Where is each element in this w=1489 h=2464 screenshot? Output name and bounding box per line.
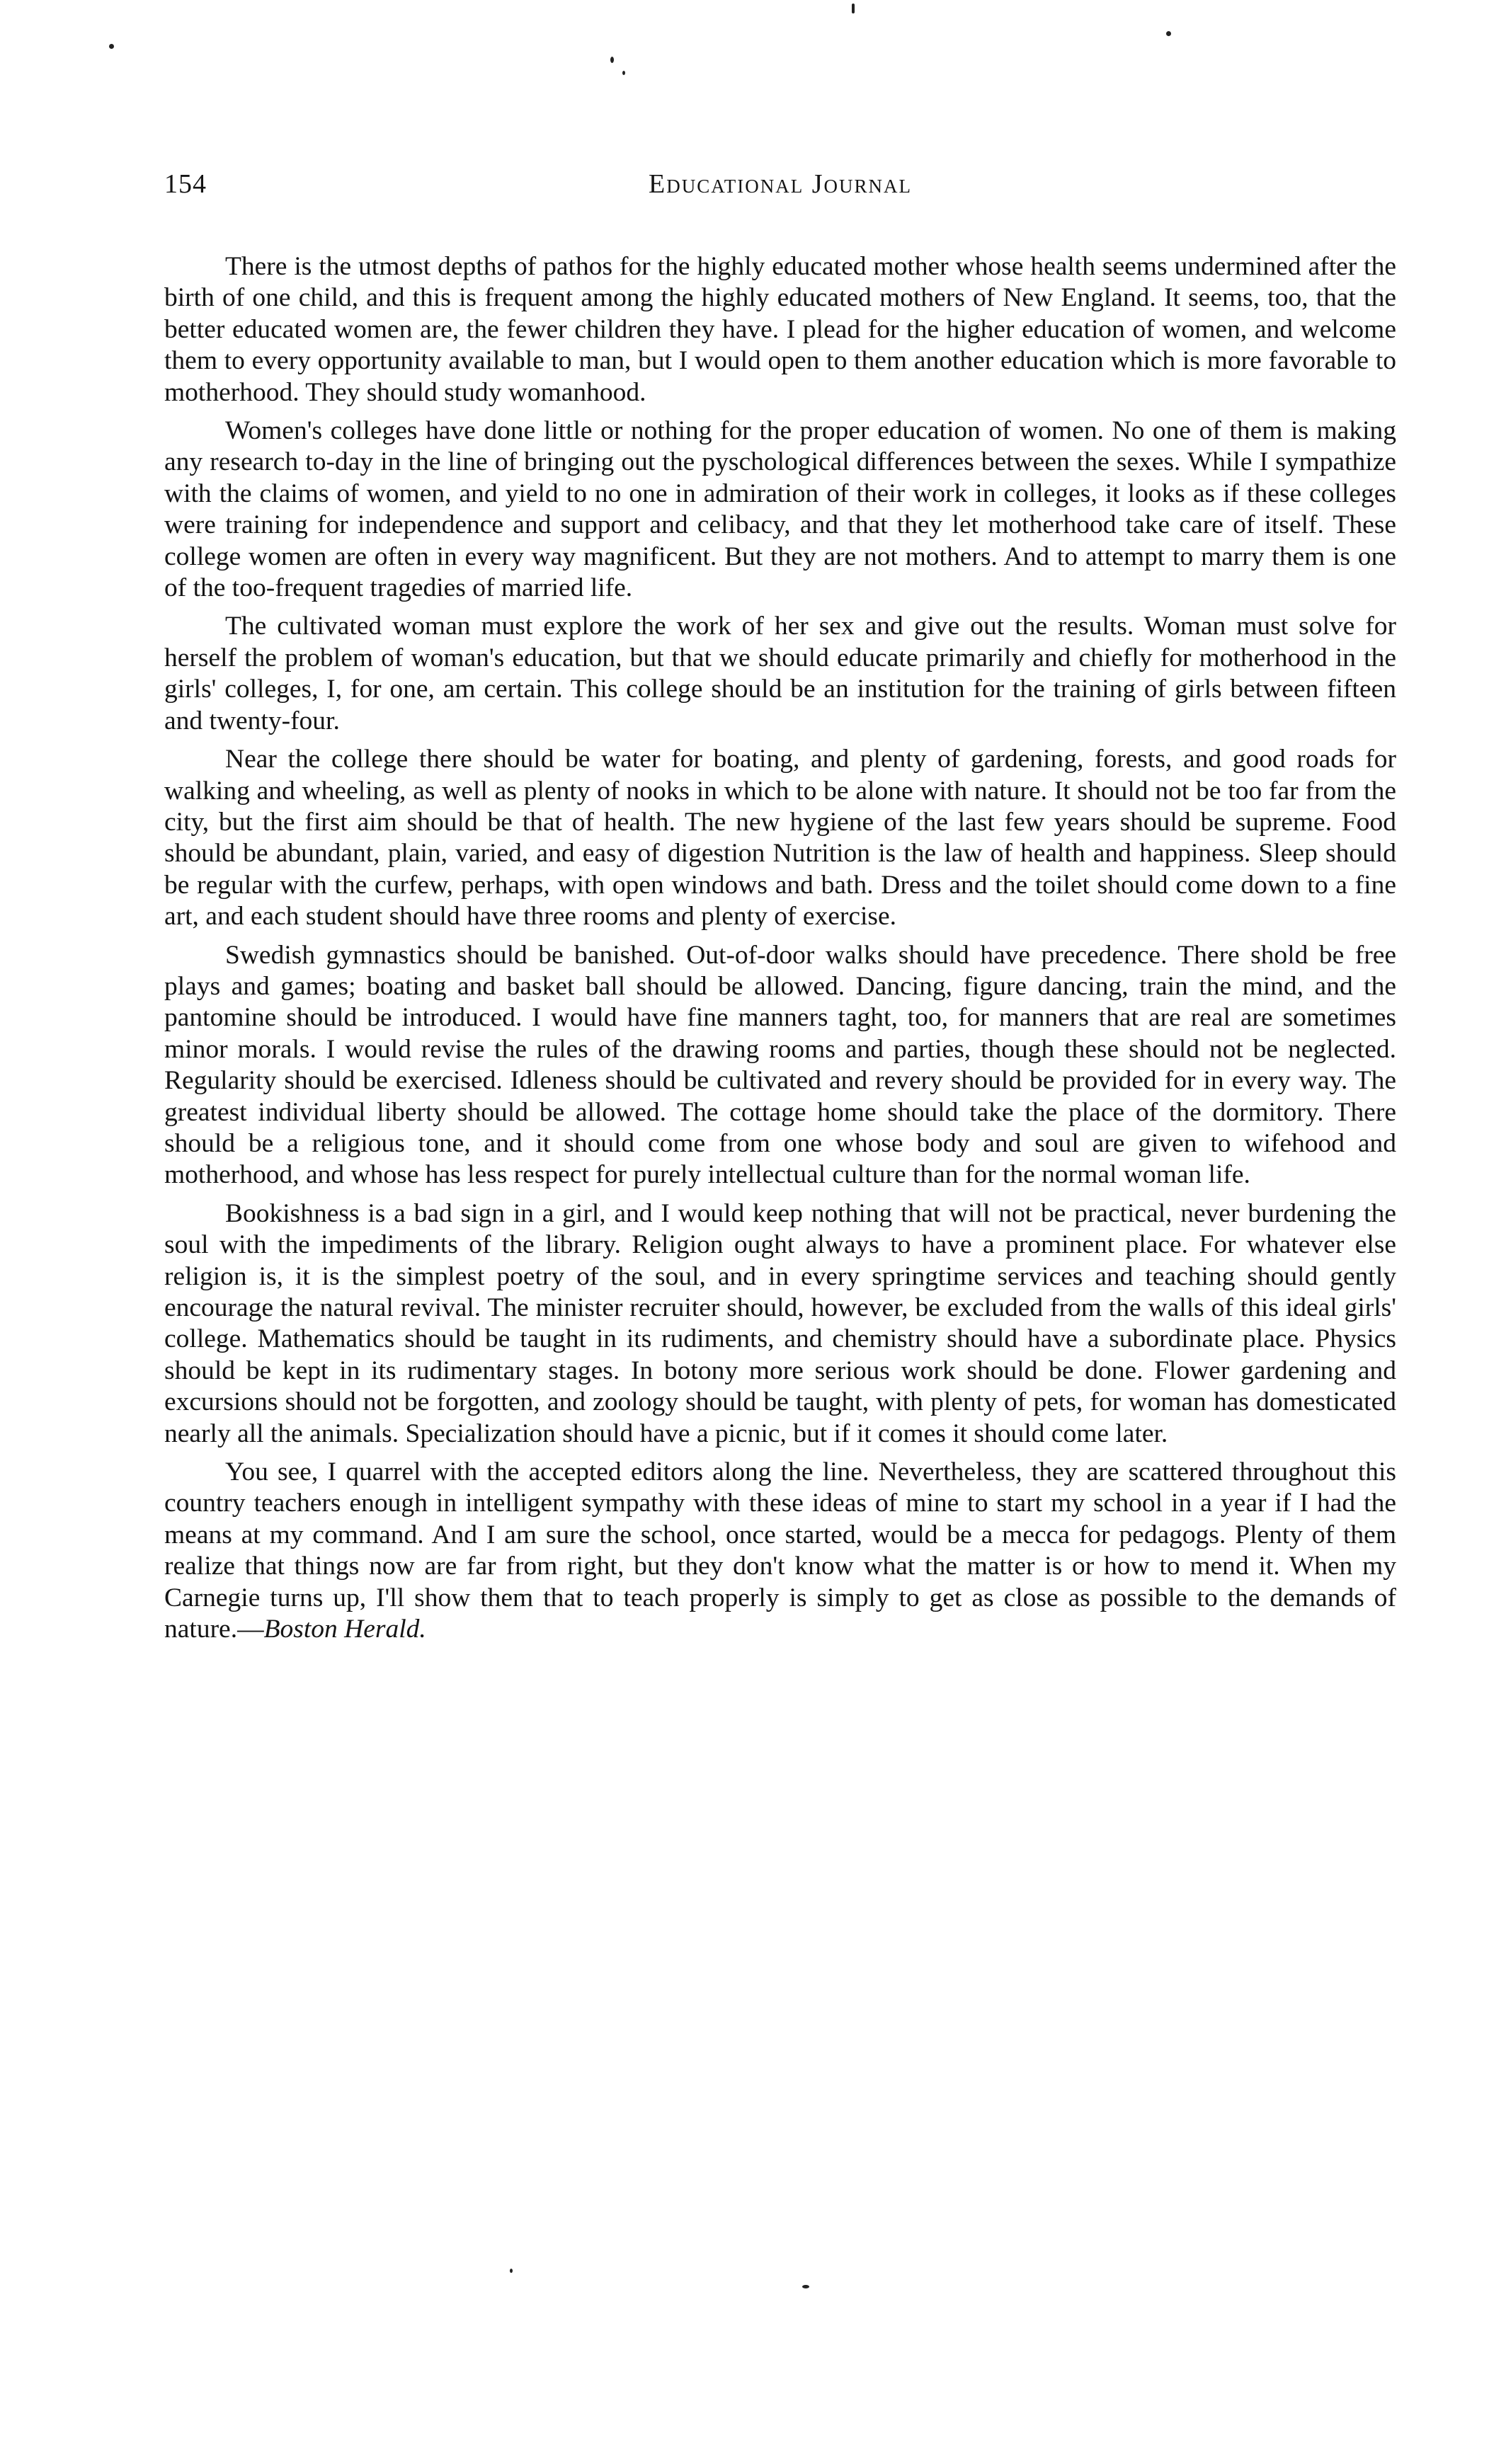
- paragraph: Women's colleges have done little or nothing for the proper education of women. No one of them is making any research to-day in the line of bringing out the pyschological differences between the sexes. While I sympathize with the claims of women, and yield to no one in admiration of their work in colleges, it looks as if these colleges were training for independence and support and celibacy, and that they let motherhood take care of itself. These college women are often in every way magnificent. But they are not mothers. And to attempt to marry them is one of the too-frequent tragedies of married life.: [164, 416, 1396, 603]
- ink-speck: [622, 71, 625, 75]
- ink-speck: [510, 2269, 513, 2273]
- paragraph: Swedish gymnastics should be banished. Out-of-door walks should have precedence. There shold be free plays and games; boating and basket ball should be allowed. Dancing, figure dancing, train the mind, and the pantomine should be introduced. I would have fine manners taght, too, for manners that are real are sometimes minor morals. I would revise the rules of the drawing rooms and parties, though these should not be neglected. Regularity should be exercised. Idleness should be cultivated and revery should be provided for in every way. The greatest individual liberty should be allowed. The cottage home should take the place of the dormitory. There should be a religious tone, and it should come from one whose body and soul are given to wifehood and motherhood, and whose has less respect for purely intellectual culture than for the normal woman life.: [164, 940, 1396, 1190]
- final-paragraph: [164, 1457, 1396, 1645]
- paragraph: Bookishness is a bad sign in a girl, and I would keep nothing that will not be practical, never burdening the soul with the impediments of the library. Religion ought always to have a prominent place. For whatever else religion is, it is the simplest poetry of the soul, and in every springtime services and teaching should gently encourage the natural revival. The minister recruiter should, however, be excluded from the walls of this ideal girls' college. Mathematics should be taught in its rudiments, and chemistry should have a subordinate place. Physics should be kept in its rudimentary stages. In botony more serious work should be done. Flower gardening and excursions should not be forgotten, and zoology should be taught, with plenty of pets, for woman has domesticated nearly all the animals. Specialization should have a picnic, but if it comes it should come later.: [164, 1198, 1396, 1448]
- page-header: [164, 166, 1396, 209]
- ink-speck: [1166, 31, 1171, 36]
- paragraph: The cultivated woman must explore the work of her sex and give out the results. Woman must solve for herself the problem of woman's education, but that we should educate primarily and chiefly for motherhood in the girls' colleges, I, for one, am certain. This college should be an institution for the training of girls between fifteen and twenty-four.: [164, 612, 1396, 735]
- ink-speck: [852, 4, 855, 13]
- running-head: Educational Journal: [649, 169, 912, 199]
- ink-speck: [610, 57, 614, 63]
- paragraph: Near the college there should be water for boating, and plenty of gardening, forests, and good roads for walking and wheeling, as well as plenty of nooks in which to be alone with nature. It should not be too far from the city, but the first aim should be that of health. The new hygiene of the last few years should be supreme. Food should be abundant, plain, varied, and easy of digestion Nutrition is the law of health and happiness. Sleep should be regular with the curfew, perhaps, with open windows and bath. Dress and the toilet should come down to a fine art, and each student should have three rooms and plenty of exercise.: [164, 745, 1396, 932]
- page-number: 154: [164, 169, 207, 199]
- ink-speck: [109, 44, 114, 49]
- final-paragraph-text: You see, I quarrel with the accepted editors along the line. Nevertheless, they are scattered throughout this country teachers enough in intelligent sympathy with these ideas of mine to start my school in a year if I had the means at my command. And I am sure the school, once started, would be a mecca for pedagogs. Plenty of them realize that things now are far from right, but they don't know what the matter is or how to mend it. When my Carnegie turns up, I'll show them that to teach properly is simply to get as close as possible to the demands of nature.—: [164, 1457, 1396, 1644]
- source-citation: Boston Herald.: [263, 1615, 426, 1644]
- article-body: [164, 251, 1396, 1652]
- ink-speck: [802, 2285, 809, 2288]
- paragraph: There is the utmost depths of pathos for the highly educated mother whose health seems undermined after the birth of one child, and this is frequent among the highly educated mothers of New England. It seems, too, that the better educated women are, the fewer children they have. I plead for the higher education of women, and welcome them to every opportunity available to man, but I would open to them another education which is more favorable to motherhood. They should study womanhood.: [164, 252, 1396, 407]
